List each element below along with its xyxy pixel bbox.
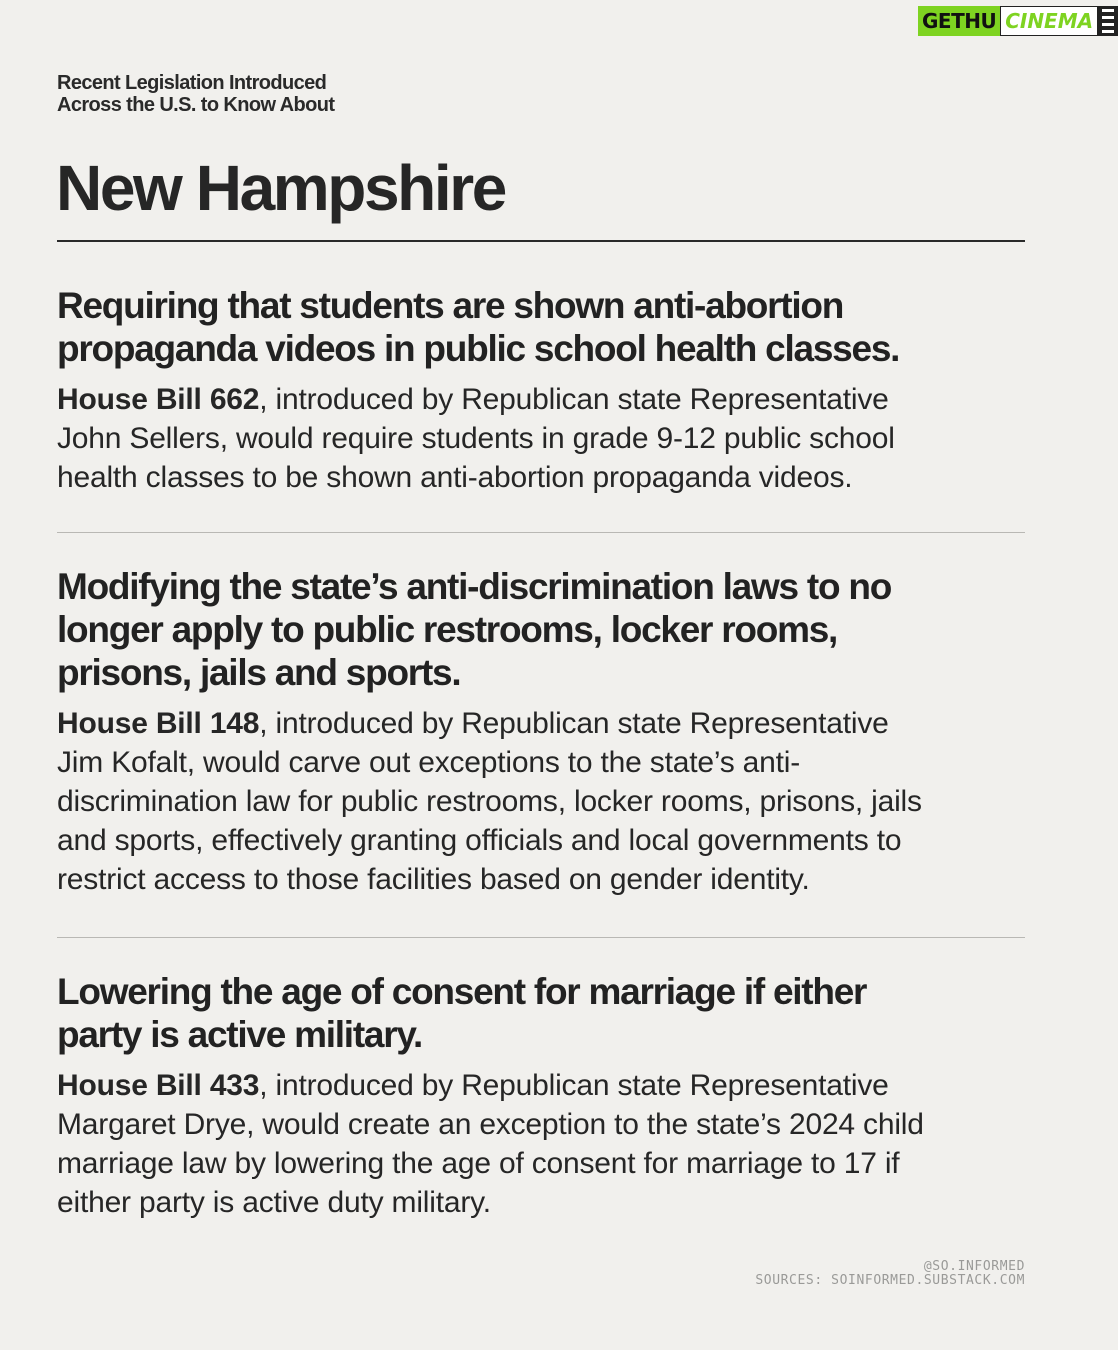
- section-divider: [57, 532, 1025, 533]
- body-text: , introduced by Republican state Representative: [259, 383, 889, 416]
- section-heading: [57, 970, 1032, 1056]
- section-heading: [57, 565, 1032, 694]
- body-line: marriage law by lowering the age of consent for marriage to 17 if: [57, 1147, 900, 1180]
- bill-section-2: [57, 565, 1032, 899]
- heading-line: prisons, jails and sports.: [57, 652, 461, 693]
- watermark-cinema-text: CINEMA: [1000, 6, 1098, 36]
- heading-line: propaganda videos in public school health classes.: [57, 328, 900, 369]
- body-text: , introduced by Republican state Representative: [259, 1069, 889, 1102]
- body-line: restrict access to those facilities based on gender identity.: [57, 863, 810, 896]
- title-divider: [57, 240, 1025, 242]
- section-divider: [57, 937, 1025, 938]
- body-line: discrimination law for public restrooms, locker rooms, prisons, jails: [57, 785, 922, 818]
- body-line: Margaret Drye, would create an exception to the state’s 2024 child: [57, 1108, 924, 1141]
- bill-number: House Bill 433: [57, 1069, 260, 1102]
- section-body: [57, 1066, 1032, 1222]
- bill-section-1: [57, 284, 1032, 497]
- watermark-gethu-text: GETHU: [918, 6, 1000, 36]
- kicker-line-1: Recent Legislation Introduced: [57, 72, 327, 94]
- footer-handle: @SO.INFORMED: [923, 1259, 1025, 1274]
- bill-section-3: [57, 970, 1032, 1222]
- body-line: John Sellers, would require students in grade 9-12 public school: [57, 422, 895, 455]
- body-text: , introduced by Republican state Representative: [259, 707, 889, 740]
- film-strip-icon: [1098, 6, 1118, 36]
- body-line: either party is active duty military.: [57, 1186, 491, 1219]
- body-line: Jim Kofalt, would carve out exceptions to the state’s anti-: [57, 746, 801, 779]
- page-title: New Hampshire: [56, 152, 505, 224]
- heading-line: Modifying the state’s anti-discrimination laws to no: [57, 566, 892, 607]
- section-body: [57, 380, 1032, 497]
- kicker-line-2: Across the U.S. to Know About: [57, 94, 335, 116]
- heading-line: party is active military.: [57, 1014, 422, 1055]
- heading-line: Requiring that students are shown anti-abortion: [57, 285, 844, 326]
- bill-number: House Bill 662: [57, 383, 260, 416]
- kicker: [57, 72, 334, 116]
- gethu-cinema-watermark: [918, 6, 1118, 36]
- body-line: [57, 704, 1032, 743]
- bill-number: House Bill 148: [57, 707, 260, 740]
- heading-line: longer apply to public restrooms, locker rooms,: [57, 609, 838, 650]
- section-heading: [57, 284, 1032, 370]
- body-line: health classes to be shown anti-abortion propaganda videos.: [57, 461, 853, 494]
- body-line: [57, 380, 1032, 419]
- section-body: [57, 704, 1032, 899]
- footer-sources: SOURCES: SOINFORMED.SUBSTACK.COM: [755, 1273, 1025, 1288]
- body-line: [57, 1066, 1032, 1105]
- footer-credits: [755, 1260, 1025, 1288]
- heading-line: Lowering the age of consent for marriage if either: [57, 971, 867, 1012]
- body-line: and sports, effectively granting officials and local governments to: [57, 824, 902, 857]
